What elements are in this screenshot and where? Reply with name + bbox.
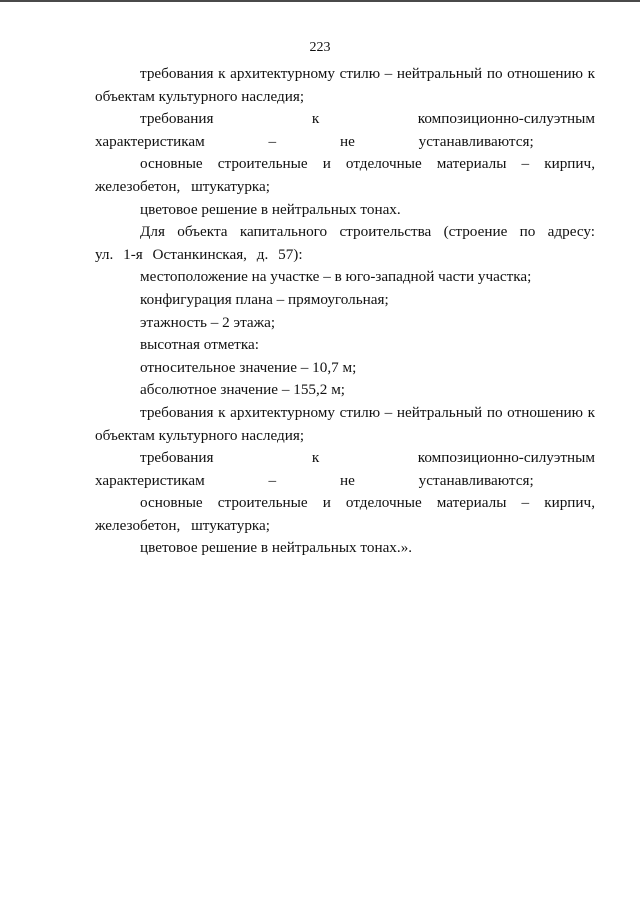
paragraph-style-requirements-2: требования к архитектурному стилю – нейтральный по отношению к объектам культурного наследия; — [95, 403, 595, 444]
paragraph-materials-1: основные строительные и отделочные материалы – кирпич, железобетон, штукатурка; — [95, 155, 595, 195]
paragraph-materials-2: основные строительные и отделочные материалы – кирпич, железобетон, штукатурка; — [95, 494, 595, 534]
paragraph-location: местоположение на участке – в юго-западной части участка; — [140, 268, 532, 286]
paragraph-style-requirements-1: требования к архитектурному стилю – нейтральный по отношению к объектам культурного наследия; — [95, 65, 595, 105]
paragraph-absolute-value: абсолютное значение – 155,2 м; — [140, 381, 346, 399]
paragraph-object-address: Для объекта капитального строительства (строение по адресу: ул. 1-я Останкинская, д. 57): — [95, 223, 595, 263]
paragraph-color-2: цветовое решение в нейтральных тонах.». — [140, 539, 413, 557]
paragraph-plan-configuration: конфигурация плана – прямоугольная; — [140, 290, 389, 308]
paragraph-floors: этажность – 2 этажа; — [140, 313, 276, 331]
paragraph-height-mark: высотная отметка: — [140, 336, 259, 354]
document-body — [95, 63, 595, 560]
paragraph-silhouette-requirements-1: требования к композиционно-силуэтным характеристикам – не устанавливаются; — [95, 110, 595, 150]
page-number: 223 — [309, 40, 331, 55]
paragraph-color-1: цветовое решение в нейтральных тонах. — [140, 200, 401, 218]
paragraph-silhouette-requirements-2: требования к композиционно-силуэтным характеристикам – не устанавливаются; — [95, 449, 595, 489]
page-top-border — [0, 0, 640, 2]
paragraph-relative-value: относительное значение – 10,7 м; — [140, 358, 357, 376]
